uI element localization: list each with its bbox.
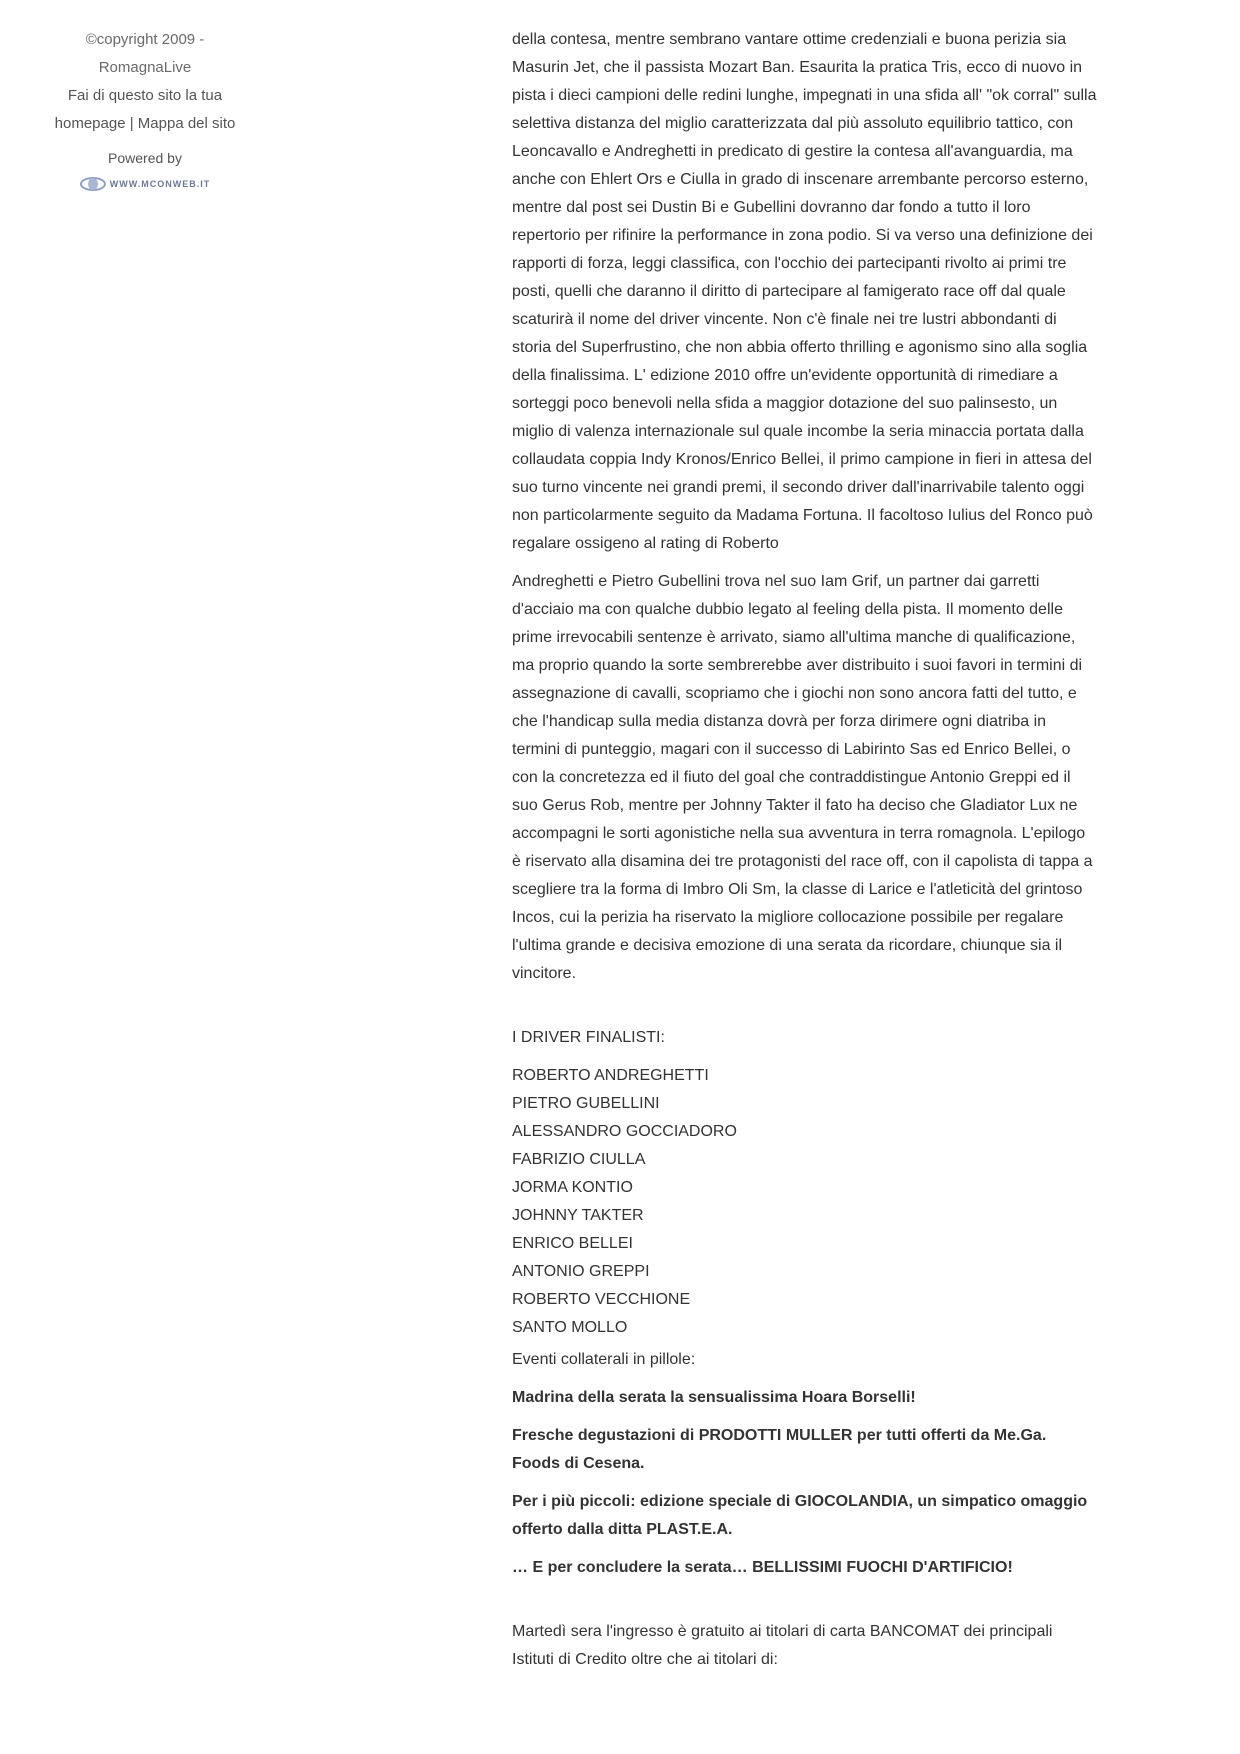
driver-list: [512, 1062, 1097, 1342]
mconweb-logo[interactable]: [40, 170, 250, 198]
powered-by-label: Powered by: [108, 150, 182, 166]
driver-item: ANTONIO GREPPI: [512, 1263, 650, 1280]
driver-item: JOHNNY TAKTER: [512, 1207, 644, 1224]
event-item: Per i più piccoli: edizione speciale di GIOCOLANDIA, un simpatico omaggio offerto dalla ditta PLAST.E.A.: [512, 1493, 1088, 1538]
sidebar: [40, 26, 250, 198]
driver-item: SANTO MOLLO: [512, 1319, 628, 1336]
driver-item: ENRICO BELLEI: [512, 1235, 633, 1252]
driver-item: ROBERTO VECCHIONE: [512, 1291, 691, 1308]
set-homepage-link[interactable]: Fai di questo sito la tua homepage: [54, 87, 223, 132]
driver-item: FABRIZIO CIULLA: [512, 1151, 646, 1168]
closing-paragraph: Martedì sera l'ingresso è gratuito ai titolari di carta BANCOMAT dei principali Istituti di Credito oltre che ai titolari di:: [512, 1623, 1053, 1668]
events-heading: Eventi collaterali in pillole:: [512, 1351, 696, 1368]
globe-icon: [80, 177, 106, 191]
sidebar-links: [40, 82, 250, 138]
drivers-heading: I DRIVER FINALISTI:: [512, 1029, 665, 1046]
paragraph: Andreghetti e Pietro Gubellini trova nel suo Iam Grif, un partner dai garretti d'acciaio ma con qualche dubbio legato al feeling della pista. Il momento delle prime irrevocabili sentenze è arrivato, siamo all'ultima manche di qualificazione, ma proprio quando la sorte sembrerebbe aver distribuito i suoi favori in termini di assegnazione di cavalli, scopriamo che i giochi non sono ancora fatti del tutto, e che l'handicap sulla media distanza dovrà per forza dirimere ogni diatriba in termini di punteggio, magari con il successo di Labirinto Sas ed Enrico Bellei, o con la concretezza ed il fiuto del goal che contraddistingue Antonio Greppi ed il suo Gerus Rob, mentre per Johnny Takter il fato ha deciso che Gladiator Lux ne accompagni le sorti agonistiche nella sua avventura in terra romagnola. L'epilogo è riservato alla disamina dei tre protagonisti del race off, con il capolista di tappa a scegliere tra la forma di Imbro Oli Sm, la classe di Larice e l'atleticità del grintoso Incos, cui la perizia ha riservato la migliore collocazione possibile per regalare l'ultima grande e decisiva emozione di una serata da ricordare, chiunque sia il vincitore.: [512, 573, 1093, 982]
article-body: [512, 26, 1097, 1674]
copyright-text: ©copyright 2009 - RomagnaLive: [85, 31, 205, 76]
event-item: … E per concludere la serata… BELLISSIMI FUOCHI D'ARTIFICIO!: [512, 1559, 1013, 1576]
driver-item: ROBERTO ANDREGHETTI: [512, 1067, 709, 1084]
link-separator: |: [129, 115, 134, 132]
driver-item: ALESSANDRO GOCCIADORO: [512, 1123, 737, 1140]
event-item: Madrina della serata la sensualissima Hoara Borselli!: [512, 1389, 916, 1406]
paragraph: della contesa, mentre sembrano vantare ottime credenziali e buona perizia sia Masurin Jet, che il passista Mozart Ban. Esaurita la pratica Tris, ecco di nuovo in pista i dieci campioni delle redini lunghe, impegnati in una sfida all' "ok corral" sulla selettiva distanza del miglio caratterizzata dal più assoluto equilibrio tattico, con Leoncavallo e Andreghetti in predicato di gestire la contesa all'avanguardia, ma anche con Ehlert Ors e Ciulla in grado di inscenare arrembante percorso esterno, mentre dal post sei Dustin Bi e Gubellini dovranno dar fondo a tutto il loro repertorio per rifinire la performance in zona podio. Si va verso una definizione dei rapporti di forza, leggi classifica, con l'occhio dei partecipanti rivolto ai primi tre posti, quelli che daranno il diritto di partecipare al famigerato race off dal quale scaturirà il nome del driver vincente. Non c'è finale nei tre lustri abbondanti di storia del Superfrustino, che non abbia offerto thrilling e agonismo sino alla soglia della finalissima. L' edizione 2010 offre un'evidente opportunità di rimediare a sorteggi poco benevoli nella sfida a maggior dotazione del suo palinsesto, un miglio di valenza internazionale sul quale incombe la seria minaccia portata dalla collaudata coppia Indy Kronos/Enrico Bellei, il primo campione in fieri in attesa del suo turno vincente nei grandi premi, il secondo driver dall'inarrivabile talento oggi non particolarmente seguito da Madama Fortuna. Il facoltoso Iulius del Ronco può regalare ossigeno al rating di Roberto: [512, 31, 1097, 552]
logo-text: WWW.MCONWEB.IT: [109, 179, 211, 189]
driver-item: PIETRO GUBELLINI: [512, 1095, 660, 1112]
sitemap-link[interactable]: Mappa del sito: [137, 115, 236, 132]
event-item: Fresche degustazioni di PRODOTTI MULLER per tutti offerti da Me.Ga. Foods di Cesena.: [512, 1427, 1047, 1472]
driver-item: JORMA KONTIO: [512, 1179, 633, 1196]
